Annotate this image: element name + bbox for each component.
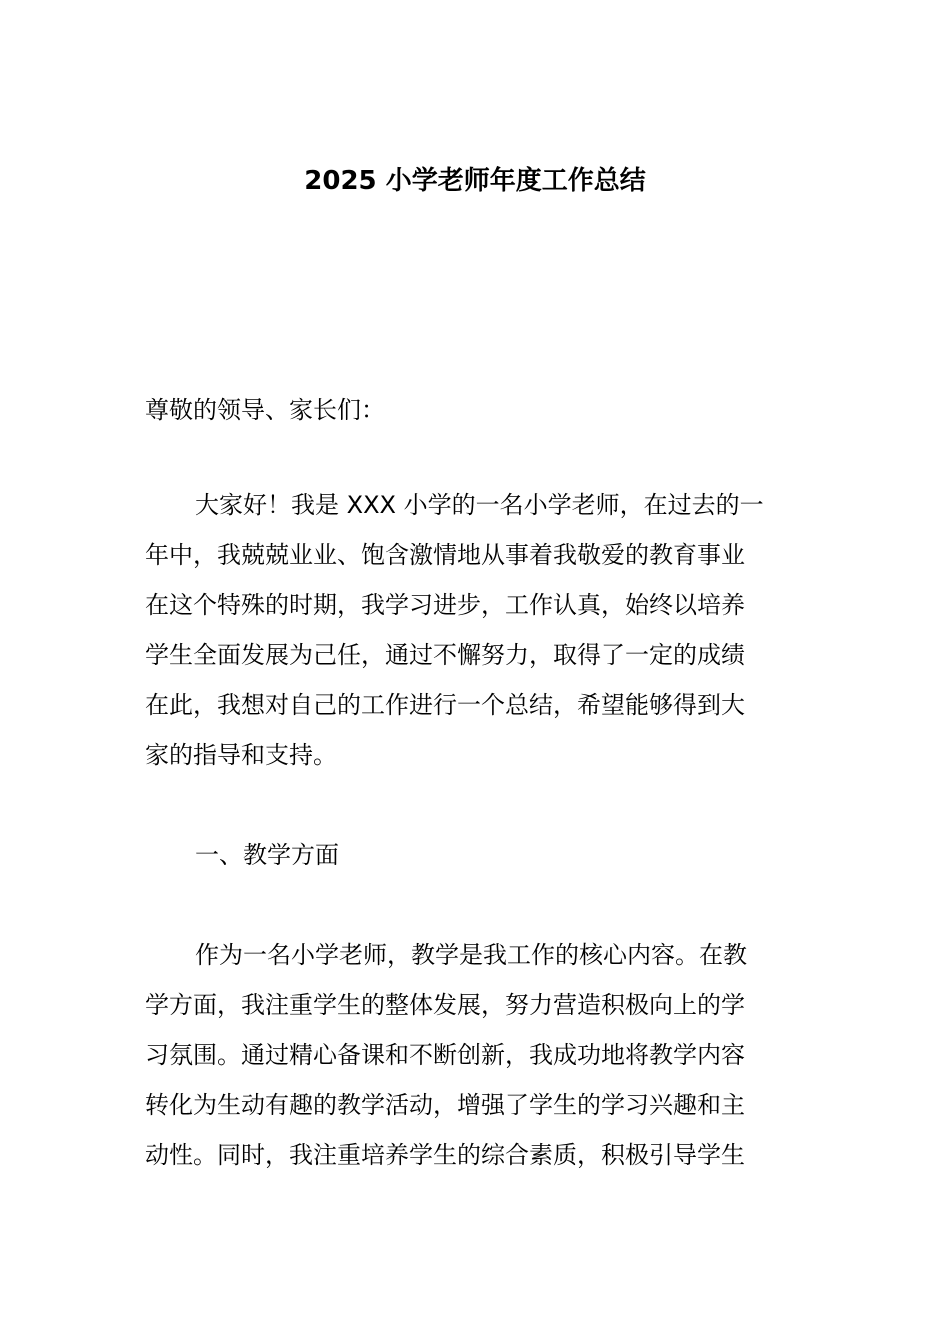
paragraph-line: 年中，我兢兢业业、饱含激情地从事着我敬爱的教育事业 <box>145 541 745 569</box>
paragraph-line: 学生全面发展为己任，通过不懈努力，取得了一定的成绩 <box>145 641 745 669</box>
paragraph-line: 在此，我想对自己的工作进行一个总结，希望能够得到大 <box>145 691 745 719</box>
paragraph-line: 学方面，我注重学生的整体发展，努力营造积极向上的学 <box>145 991 745 1019</box>
document-title: 2025 小学老师年度工作总结 <box>304 166 646 196</box>
paragraph-line: 大家好！我是 XXX 小学的一名小学老师，在过去的一 <box>195 491 764 519</box>
paragraph-line: 转化为生动有趣的教学活动，增强了学生的学习兴趣和主 <box>145 1091 745 1119</box>
paragraph-line: 作为一名小学老师，教学是我工作的核心内容。在教 <box>195 941 747 969</box>
paragraph-teaching <box>145 930 807 1180</box>
paragraph-line: 习氛围。通过精心备课和不断创新，我成功地将教学内容 <box>145 1041 745 1069</box>
paragraph-line: 动性。同时，我注重培养学生的综合素质，积极引导学生 <box>145 1141 745 1169</box>
paragraph-line: 家的指导和支持。 <box>145 741 337 769</box>
paragraph-line: 在这个特殊的时期，我学习进步，工作认真，始终以培养 <box>145 591 745 619</box>
section-heading-text: 一、教学方面 <box>195 841 339 869</box>
greeting <box>145 385 807 435</box>
greeting-line: 尊敬的领导、家长们： <box>145 396 385 424</box>
paragraph-intro <box>145 480 807 780</box>
section-heading <box>145 830 807 880</box>
